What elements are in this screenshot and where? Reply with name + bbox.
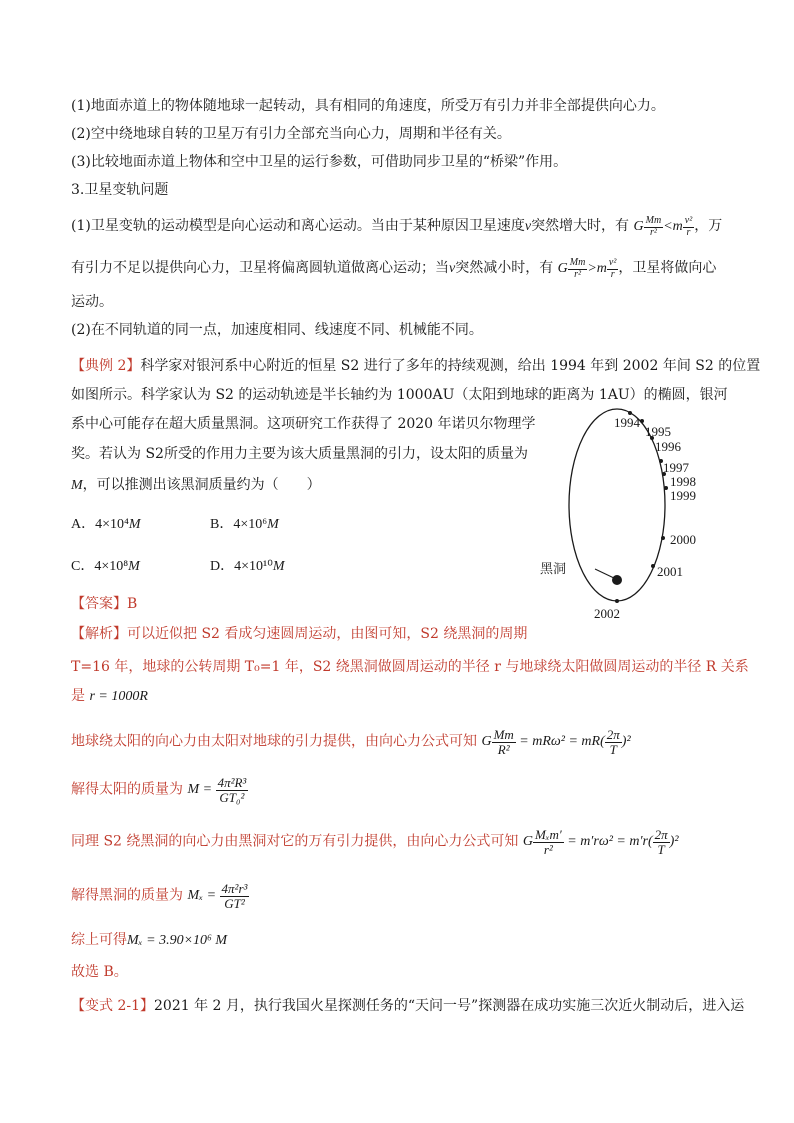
example-line-1: 【典例 2】科学家对银河系中心附近的恒星 S2 进行了多年的持续观测，给出 1994 年到 2002 年间 S2 的位置 (71, 358, 761, 374)
label-1998: 1998 (670, 474, 696, 489)
option-c[interactable]: C．4×10⁸M (71, 559, 140, 574)
label-1995: 1995 (645, 424, 671, 439)
option-d[interactable]: D．4×10¹⁰M (210, 559, 285, 574)
label-1996: 1996 (655, 439, 681, 454)
label-2002: 2002 (594, 606, 620, 621)
orbit-figure (520, 408, 720, 628)
analysis-line-4: 地球绕太阳的向心力由太阳对地球的引力提供，由向心力公式可知 G $\frac{Mm}{\text{R²}}$ = mRω² = mR( $\frac{2\pi}{T}$ )² (71, 727, 631, 757)
formula-inline-1: G $\frac{Mm}{\text{r²}}$ <m $\frac{\text{v²}}{r}$ (633, 215, 693, 238)
para-2: (2)空中绕地球自转的卫星万有引力全部充当向心力，周期和半径有关。 (71, 126, 511, 142)
label-2001: 2001 (657, 564, 683, 579)
formula-s2-bh: G $\frac{\text{Mₓm′}}{\text{r²}}$ = m′rω² = m′r( $\frac{2\pi}{T}$ )² (522, 827, 679, 857)
analysis-line-6: 同理 S2 绕黑洞的向心力由黑洞对它的万有引力提供，由向心力公式可知 G $\frac{\text{Mₓm′}}{\text{r²}}$ = m′rω² = m′r( $\frac{2\pi}{T}$ )² (71, 827, 679, 857)
answer-line: 【答案】B (71, 596, 138, 612)
pos-dot-2000 (661, 536, 665, 540)
pos-dot-1999 (664, 486, 668, 490)
para-7: (2)在不同轨道的同一点，加速度相同、线速度不同、机械能不同。 (71, 322, 483, 338)
option-b[interactable]: B．4×10⁶M (210, 517, 279, 532)
label-2000: 2000 (670, 532, 696, 547)
label-blackhole: 黑洞 (540, 562, 567, 577)
formula-earth-sun: G $\frac{Mm}{\text{R²}}$ = mRω² = mR( $\frac{2\pi}{T}$ )² (481, 727, 631, 757)
variant-line: 【变式 2-1】2021 年 2 月，执行我国火星探测任务的“天问一号”探测器在成功实施三次近火制动后，进入运 (71, 998, 745, 1014)
example-line-5: M，可以推测出该黑洞质量约为（ ） (71, 477, 321, 493)
analysis-line-8: 综上可得Mₓ = 3.90×10⁶ M (71, 932, 228, 948)
pos-dot-2002 (615, 599, 619, 603)
option-a[interactable]: A．4×10⁴M (71, 517, 141, 532)
para-1: (1)地面赤道上的物体随地球一起转动，具有相同的角速度，所受万有引力并非全部提供向心力。 (71, 98, 665, 114)
example-line-4: 奖。若认为 S2所受的作用力主要为该大质量黑洞的引力，设太阳的质量为 (71, 446, 528, 462)
analysis-line-1: 【解析】可以近似把 S2 看成匀速圆周运动，由图可知，S2 绕黑洞的周期 (71, 626, 528, 642)
pos-dot-2001 (651, 564, 655, 568)
example-line-2: 如图所示。科学家认为 S2 的运动轨迹是半长轴约为 1000AU（太阳到地球的距离为 1AU）的椭圆，银河 (71, 387, 728, 403)
section-3-title: 3.卫星变轨问题 (71, 182, 169, 198)
analysis-line-5: 解得太阳的质量为 M = $\frac{\text{4π²R³}}{\text{GT₀²}}$ (71, 775, 247, 805)
para-3: (3)比较地面赤道上物体和空中卫星的运行参数，可借助同步卫星的“桥梁”作用。 (71, 154, 568, 170)
analysis-line-3: 是 r = 1000R (71, 688, 148, 704)
analysis-line-7: 解得黑洞的质量为 Mₓ = $\frac{\text{4π²r³}}{\text{GT²}}$ (71, 881, 248, 911)
example-line-3: 系中心可能存在超大质量黑洞。这项研究工作获得了 2020 年诺贝尔物理学 (71, 416, 536, 432)
label-1997: 1997 (663, 460, 689, 475)
pos-dot-1995 (640, 419, 644, 423)
analysis-line-9: 故选 B。 (71, 964, 128, 980)
para-4: (1)卫星变轨的运动模型是向心运动和离心运动。当由于某种原因卫星速度v突然增大时，有 G $\frac{Mm}{\text{r²}}$ <m $\frac{\text{v²}}{r}$ ，万 (71, 215, 723, 238)
para-5: 有引力不足以提供向心力，卫星将偏离圆轨道做离心运动；当v突然减小时，有 G $\frac{Mm}{\text{r²}}$ >m $\frac{\text{v²}}{r}$ ，卫星将做向心 (71, 257, 717, 280)
label-1999: 1999 (670, 488, 696, 503)
example-tag: 【典例 2】 (71, 358, 141, 374)
label-1994: 1994 (614, 415, 640, 430)
formula-inline-2: G $\frac{Mm}{\text{r²}}$ >m $\frac{\text{v²}}{r}$ (557, 257, 617, 280)
formula-bh-mass: Mₓ = $\frac{\text{4π²r³}}{\text{GT²}}$ (187, 881, 248, 911)
formula-sun-mass: M = $\frac{\text{4π²R³}}{\text{GT₀²}}$ (187, 775, 247, 805)
analysis-line-2: T=16 年，地球的公转周期 T₀=1 年，S2 绕黑洞做圆周运动的半径 r 与地球绕太阳做圆周运动的半径 R 关系 (71, 659, 749, 675)
blackhole-dot (612, 575, 622, 585)
para-6: 运动。 (71, 294, 113, 310)
